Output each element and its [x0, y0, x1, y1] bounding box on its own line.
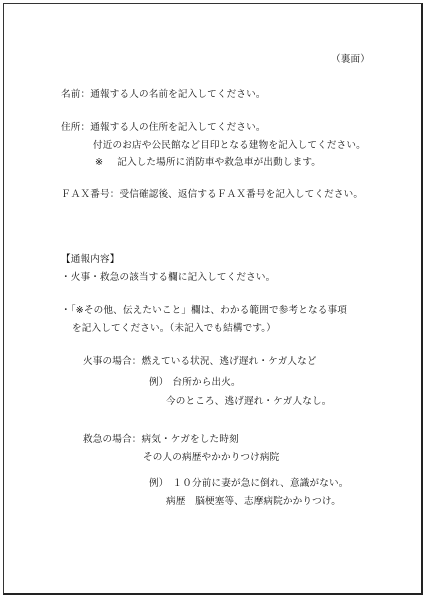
ambulance-example-mark: 例） [149, 478, 169, 489]
side-label: （裏面） [331, 54, 370, 65]
fire-example-2: 今のところ、逃げ遅れ・ケガ人なし。 [166, 396, 332, 407]
fax-label: ＦＡＸ番号： [61, 189, 120, 200]
fire-example-mark: 例） [149, 377, 169, 388]
name-label: 名前： [61, 89, 91, 100]
fire-instruction: 燃えている状況、逃げ遅れ・ケガ人など [141, 356, 317, 367]
fire-label: 火事の場合： [83, 356, 142, 367]
ambulance-label: 救急の場合： [83, 434, 142, 445]
fire-example-1 [149, 377, 241, 389]
ambulance-example-1-text: １０分前に妻が急に倒れ、意識がない。 [172, 478, 349, 489]
address-instruction: 通報する人の住所を記入してください。 [90, 122, 266, 133]
fire-example-1-text: 台所から出火。 [172, 377, 241, 388]
note-mark: ※ [95, 157, 104, 168]
document-page [3, 3, 423, 595]
address-label: 住所： [61, 122, 91, 133]
fire-row [83, 356, 317, 368]
report-bullet-2-line-1: ・「※その他、伝えたいこと」欄は、わかる範囲で参考となる事項 [61, 305, 347, 316]
fax-row [61, 189, 363, 201]
name-row [61, 89, 266, 101]
address-row [61, 122, 266, 134]
address-note [95, 157, 321, 169]
report-heading: 【通報内容】 [61, 254, 120, 265]
fax-instruction: 受信確認後、返信するＦＡＸ番号を記入してください。 [119, 189, 364, 200]
ambulance-example-2: 病歴 脳梗塞等、志摩病院かかりつけ。 [166, 496, 342, 507]
address-note-text: 記入した場所に消防車や救急車が出動します。 [117, 157, 322, 168]
name-instruction: 通報する人の名前を記入してください。 [90, 89, 266, 100]
ambulance-instruction-2: その人の病歴やかかりつけ病院 [143, 452, 280, 463]
ambulance-instruction-1: 病気・ケガをした時刻 [141, 434, 239, 445]
ambulance-example-1 [149, 478, 348, 490]
ambulance-row [83, 434, 239, 446]
report-bullet-1: ・火事・救急の該当する欄に記入してください。 [61, 272, 276, 283]
report-bullet-2-line-2: を記入してください。（未記入でも結構です。） [72, 323, 276, 334]
address-landmark-instruction: 付近のお店や公民館など目印となる建物を記入してください。 [93, 140, 366, 151]
